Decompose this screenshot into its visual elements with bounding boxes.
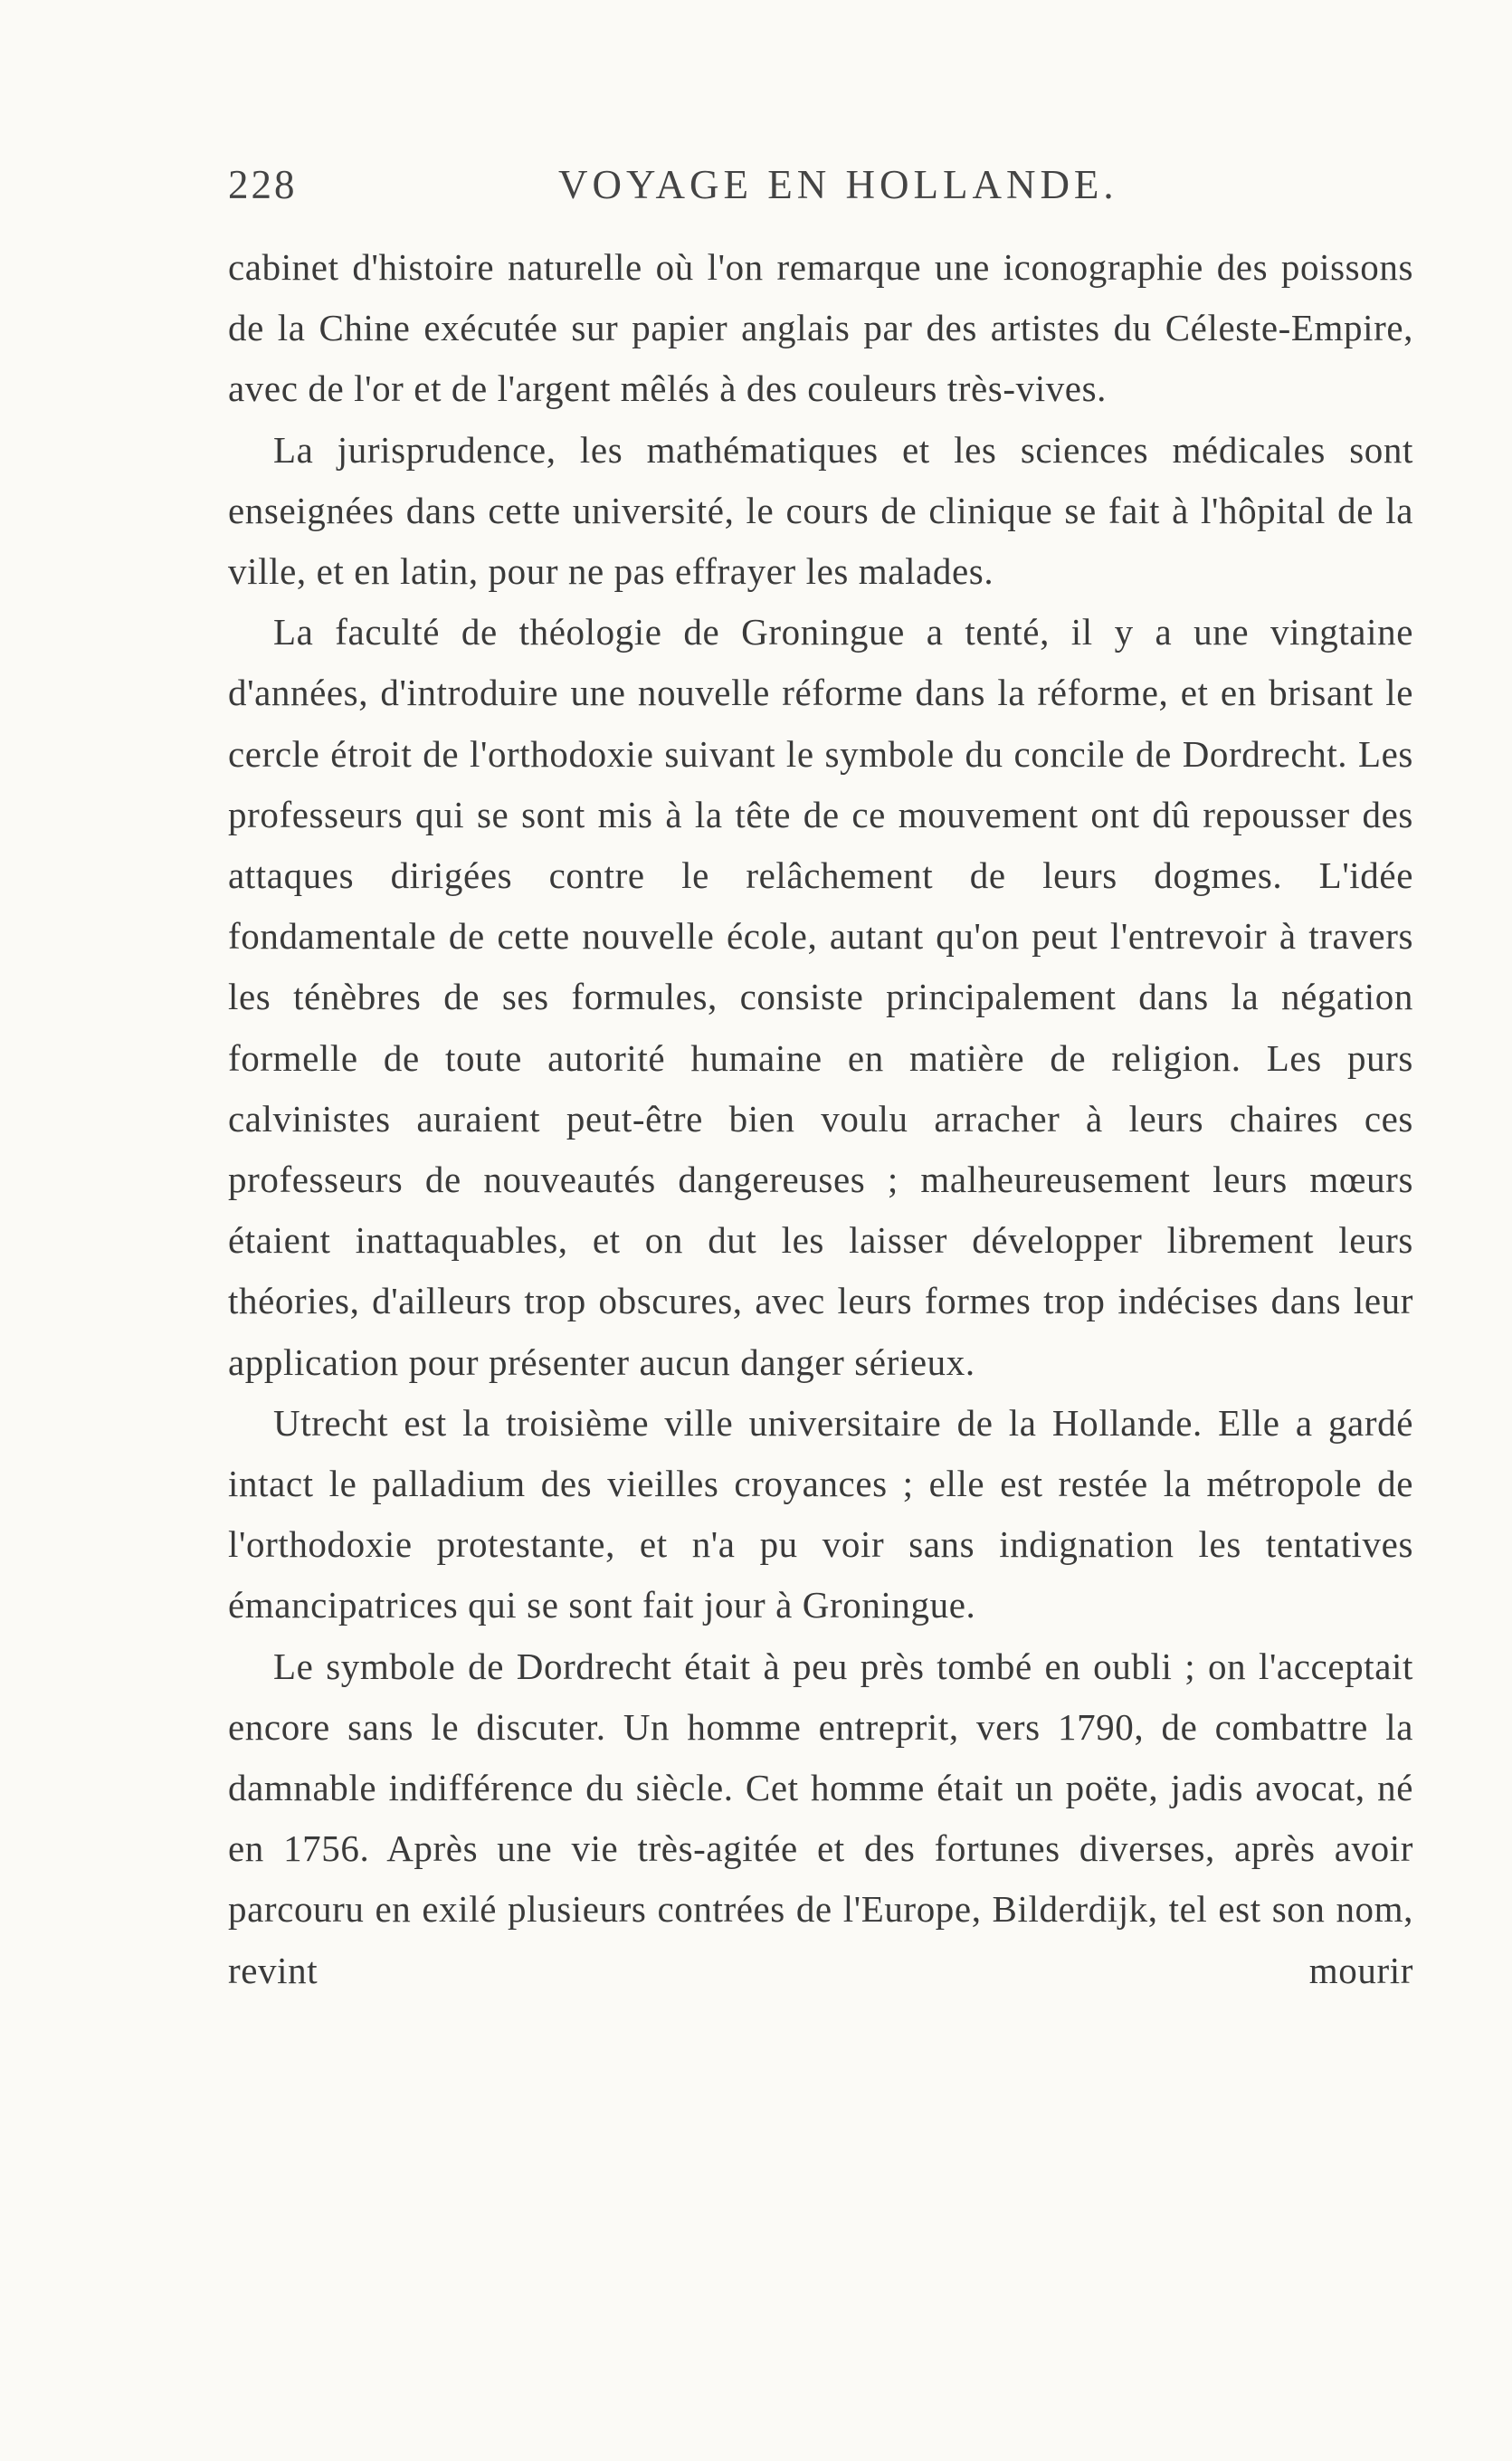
paragraph: Le symbole de Dordrecht était à peu près tombé en oubli ; on l'acceptait encore sans le discuter. Un homme entreprit, vers 1790, de combattre la damnable indifférence du siècle. Cet homme était un poëte, jadis avocat, né en 1756. Après une vie très-agitée et des fortunes diverses, après avoir parcouru en exilé plusieurs contrées de l'Europe, Bilderdijk, tel est son nom, revint mourir [228, 1645, 1413, 1991]
paragraph: La faculté de théologie de Groningue a tenté, il y a une vingtaine d'années, d'introduire une nouvelle réforme dans la réforme, et en brisant le cercle étroit de l'orthodoxie suivant le symbole du concile de Dordrecht. Les professeurs qui se sont mis à la tête de ce mouvement ont dû repousser des attaques dirigées contre le relâchement de leurs dogmes. L'idée fondamentale de cette nouvelle école, autant qu'on peut l'entrevoir à travers les ténèbres de ses formules, consiste principalement dans la négation formelle de toute autorité humaine en matière de religion. Les purs calvinistes auraient peut-être bien voulu arracher à leurs chaires ces professeurs de nouveautés dangereuses ; malheureusement leurs mœurs étaient inattaquables, et on dut les laisser développer librement leurs théories, d'ailleurs trop obscures, avec leurs formes trop indécises dans leur application pour présenter aucun danger sérieux. [228, 611, 1413, 1383]
running-title: VOYAGE EN HOLLANDE. [558, 162, 1118, 207]
paragraph: cabinet d'histoire naturelle où l'on remarque une iconographie des poissons de la Chine exécutée sur papier anglais par des artistes du Céleste-Empire, avec de l'or et de l'argent mêlés à des couleurs très-vives. [228, 246, 1413, 410]
page-header [228, 161, 1413, 215]
paragraph: Utrecht est la troisième ville universitaire de la Hollande. Elle a gardé intact le palladium des vieilles croyances ; elle est restée la métropole de l'orthodoxie protestante, et n'a pu voir sans indignation les tentatives émancipatrices qui se sont fait jour à Groningue. [228, 1401, 1413, 1626]
body-text [228, 237, 1413, 2001]
paragraph: La jurisprudence, les mathématiques et les sciences médicales sont enseignées dans cette université, le cours de clinique se fait à l'hôpital de la ville, et en latin, pour ne pas effrayer les malades. [228, 428, 1413, 593]
page-number: 228 [228, 162, 298, 207]
